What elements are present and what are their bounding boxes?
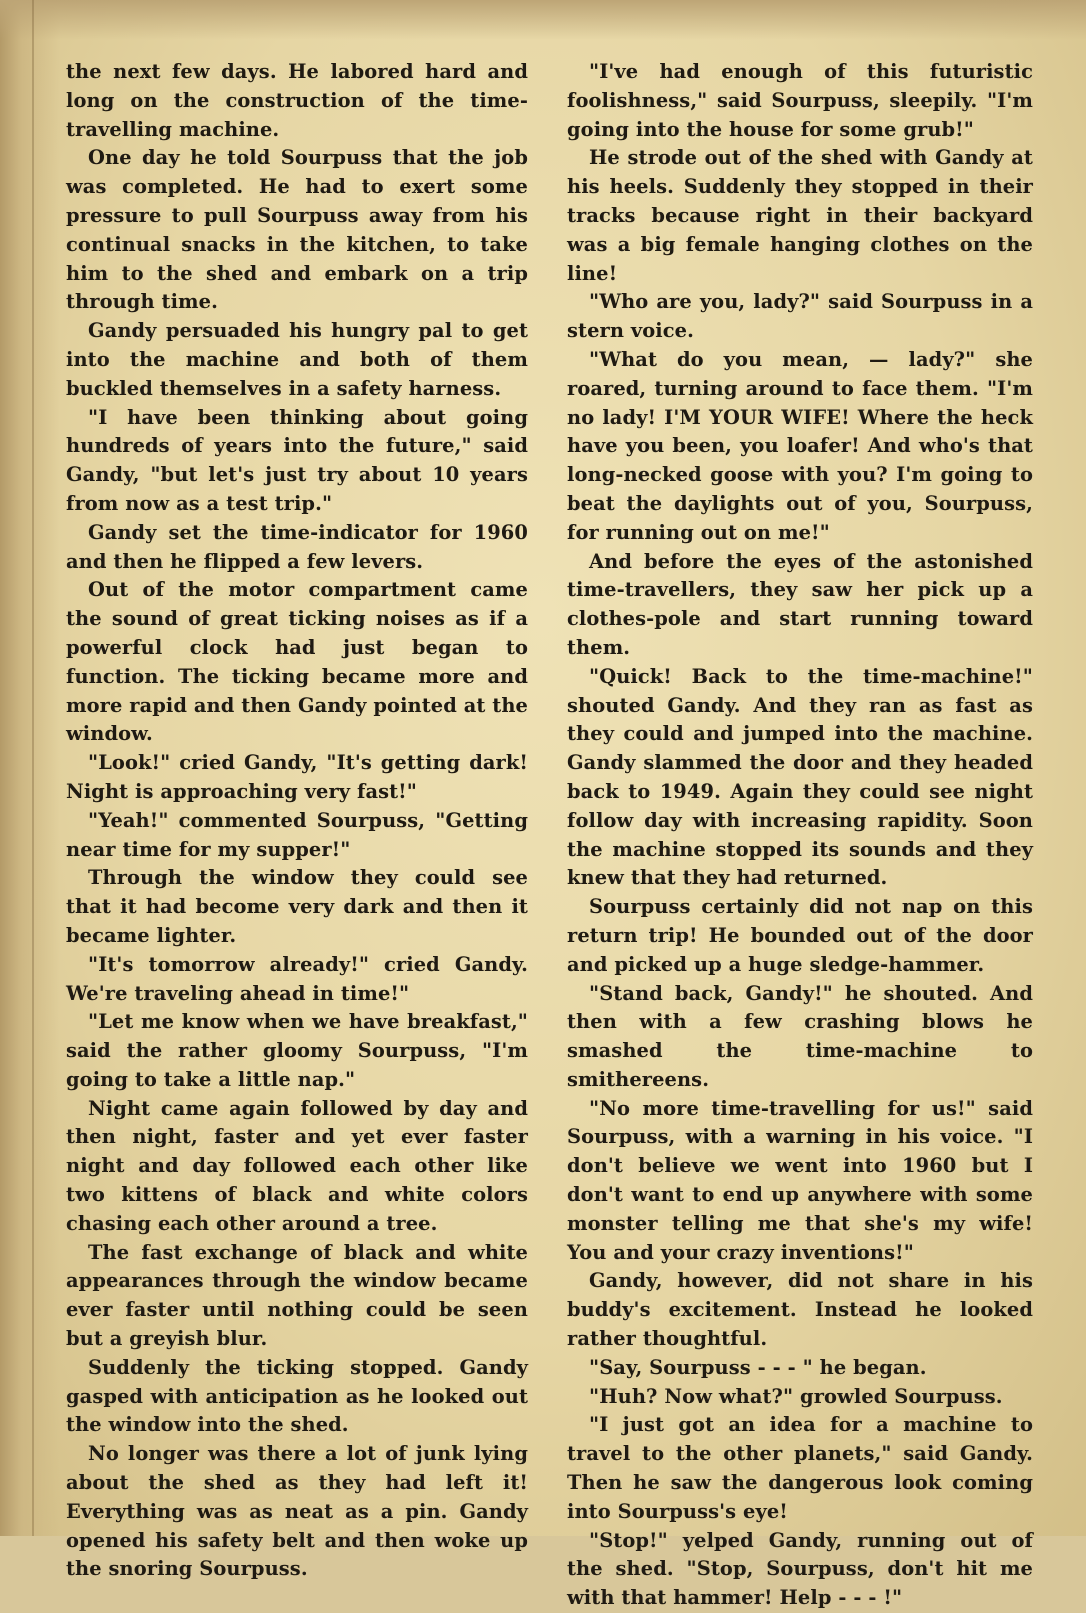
paragraph: Gandy set the time-indicator for 1960 and then he flipped a few levers. <box>66 520 528 573</box>
paragraph: One day he told Sourpuss that the job was completed. He had to exert some pressure to pull Sourpuss away from his continual snacks in the kitchen, to take him to the shed and embark on a trip through time. <box>66 146 528 314</box>
paragraph: "Say, Sourpuss - - - " he began. <box>589 1355 927 1379</box>
page-edge-shadow <box>0 0 60 1536</box>
paragraph: "No more time-travelling for us!" said Sourpuss, with a warning in his voice. "I don't believe we went into 1960 but I don't want to end up anywhere with some monster telling me that she's my wife! You and your crazy inventions!" <box>567 1096 1033 1264</box>
paragraph: Through the window they could see that it had become very dark and then it became lighter. <box>66 866 528 947</box>
left-text-column <box>66 58 528 1584</box>
paragraph: Gandy, however, did not share in his buddy's excitement. Instead he looked rather thoughtful. <box>567 1269 1033 1351</box>
paragraph: "Yeah!" commented Sourpuss, "Getting near time for my supper!" <box>66 808 528 861</box>
paragraph: the next few days. He labored hard and long on the construction of the time-travelling machine. <box>66 60 528 141</box>
paragraph: Night came again followed by day and then night, faster and yet ever faster night and day followed each other like two kittens of black and white colors chasing each other around a tree. <box>66 1096 528 1235</box>
paragraph: "Who are you, lady?" said Sourpuss in a stern voice. <box>567 290 1033 343</box>
paragraph: Out of the motor compartment came the sound of great ticking noises as if a powerful clock had just began to function. The ticking became more and more rapid and then Gandy pointed at the window. <box>66 578 528 746</box>
paragraph: And before the eyes of the astonished time-travellers, they saw her pick up a clothes-pole and start running toward them. <box>567 549 1033 659</box>
paragraph: Gandy persuaded his hungry pal to get into the machine and both of them buckled themselves in a safety harness. <box>66 319 528 400</box>
paragraph: Sourpuss certainly did not nap on this return trip! He bounded out of the door and picked up a huge sledge-hammer. <box>567 895 1033 976</box>
paragraph: "Stop!" yelped Gandy, running out of the shed. "Stop, Sourpuss, don't hit me with that hammer! Help - - - !" <box>567 1528 1033 1610</box>
paragraph: "I have been thinking about going hundreds of years into the future," said Gandy, "but let's just try about 10 years from now as a test trip." <box>66 405 528 515</box>
paragraph: No longer was there a lot of junk lying about the shed as they had left it! Everything was as neat as a pin. Gandy opened his safety belt and then woke up the snoring Sourpuss. <box>66 1442 528 1581</box>
paragraph: "I just got an idea for a machine to travel to the other planets," said Gandy. Then he saw the dangerous look coming into Sourpuss's eye! <box>567 1413 1033 1523</box>
paragraph: "I've had enough of this futuristic foolishness," said Sourpuss, sleepily. "I'm going into the house for some grub!" <box>567 60 1033 141</box>
right-text-column <box>567 58 1033 1613</box>
paragraph: "Let me know when we have breakfast," said the rather gloomy Sourpuss, "I'm going to take a little nap." <box>66 1010 528 1091</box>
paragraph: "It's tomorrow already!" cried Gandy. We're traveling ahead in time!" <box>66 952 528 1005</box>
paragraph: The fast exchange of black and white appearances through the window became ever faster until nothing could be seen but a greyish blur. <box>66 1240 528 1351</box>
paragraph: "Quick! Back to the time-machine!" shouted Gandy. And they ran as fast as they could and jumped into the machine. Gandy slammed the door and they headed back to 1949. Again they could see night follow day with increasing rapidity. Soon the machine stopped its sounds and they knew that they had returned. <box>567 664 1033 890</box>
page-top-shadow <box>0 0 1086 40</box>
paragraph: "Stand back, Gandy!" he shouted. And then with a few crashing blows he smashed the time-machine to smithereens. <box>567 981 1033 1091</box>
binding-fold <box>32 0 34 1536</box>
paragraph: Suddenly the ticking stopped. Gandy gasped with anticipation as he looked out the window into the shed. <box>66 1355 528 1437</box>
paragraph: He strode out of the shed with Gandy at his heels. Suddenly they stopped in their tracks because right in their backyard was a big female hanging clothes on the line! <box>567 146 1033 285</box>
paragraph: "What do you mean, — lady?" she roared, turning around to face them. "I'm no lady! I'M YOUR WIFE! Where the heck have you been, you loafer! And who's that long-necked goose with you? I'm going to beat the daylights out of you, Sourpuss, for running out on me!" <box>567 347 1033 544</box>
paragraph: "Huh? Now what?" growled Sourpuss. <box>589 1384 1003 1408</box>
paragraph: "Look!" cried Gandy, "It's getting dark! Night is approaching very fast!" <box>66 751 528 803</box>
